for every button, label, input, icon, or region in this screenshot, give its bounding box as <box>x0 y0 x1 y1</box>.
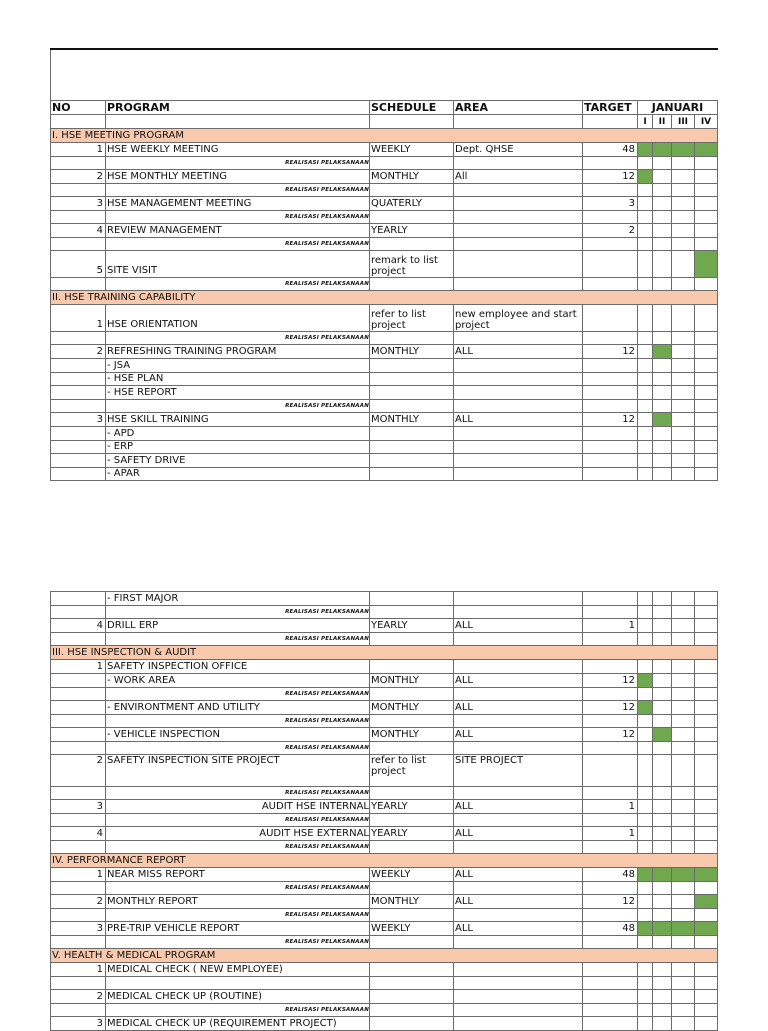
row-no: 4 <box>51 827 106 841</box>
row-schedule: MONTHLY <box>370 728 454 742</box>
row-target: 48 <box>583 868 638 882</box>
row-target: 12 <box>583 895 638 909</box>
row-schedule: MONTHLY <box>370 412 454 426</box>
table-row <box>51 728 718 742</box>
row-program: MEDICAL CHECK UP (ROUTINE) <box>106 990 370 1004</box>
row-target <box>583 755 638 787</box>
row-target: 12 <box>583 344 638 358</box>
realisasi-row <box>51 331 718 344</box>
row-schedule: WEEKLY <box>370 922 454 936</box>
table-row <box>51 412 718 426</box>
row-no: 1 <box>51 868 106 882</box>
realisasi-row <box>51 882 718 895</box>
row-area: ALL <box>454 412 583 426</box>
row-no: 3 <box>51 196 106 210</box>
realisasi-row <box>51 936 718 949</box>
table-row <box>51 619 718 633</box>
row-area: All <box>454 169 583 183</box>
header-program: PROGRAM <box>106 100 370 114</box>
list-item <box>51 426 718 440</box>
row-schedule: refer to list project <box>370 755 454 787</box>
sub-item: - HSE REPORT <box>106 385 370 399</box>
row-program: REFRESHING TRAINING PROGRAM <box>106 344 370 358</box>
row-no: 1 <box>51 963 106 977</box>
header-week-2: II <box>653 114 672 128</box>
row-no: 3 <box>51 1017 106 1031</box>
header-weeks-row <box>51 114 718 128</box>
row-target: 3 <box>583 196 638 210</box>
week-cell-done <box>638 701 653 715</box>
realisasi-row <box>51 210 718 223</box>
row-program: AUDIT HSE EXTERNAL <box>106 827 370 841</box>
row-schedule: WEEKLY <box>370 142 454 156</box>
realisasi-row <box>51 237 718 250</box>
section-title: IV. PERFORMANCE REPORT <box>51 854 718 868</box>
week-cell-done <box>653 922 672 936</box>
sub-item: - FIRST MAJOR <box>106 592 370 606</box>
header-no: NO <box>51 100 106 114</box>
header-week-1: I <box>638 114 653 128</box>
list-item <box>51 453 718 467</box>
realisasi-label: REALISASI PELAKSANAAN <box>106 606 370 619</box>
table-row <box>51 674 718 688</box>
realisasi-label: REALISASI PELAKSANAAN <box>106 210 370 223</box>
sub-item: - HSE PLAN <box>106 372 370 385</box>
table-row <box>51 304 718 331</box>
section-row <box>51 646 718 660</box>
row-area <box>454 250 583 277</box>
sub-item: - APD <box>106 426 370 440</box>
row-schedule: MONTHLY <box>370 344 454 358</box>
row-program: SAFETY INSPECTION OFFICE <box>106 660 370 674</box>
row-program: - WORK AREA <box>106 674 370 688</box>
row-program: SAFETY INSPECTION SITE PROJECT <box>106 755 370 787</box>
sub-item: - SAFETY DRIVE <box>106 453 370 467</box>
header-row <box>51 100 718 114</box>
row-schedule: YEARLY <box>370 800 454 814</box>
row-program: MEDICAL CHECK ( NEW EMPLOYEE) <box>106 963 370 977</box>
realisasi-label: REALISASI PELAKSANAAN <box>106 1004 370 1017</box>
week-cell-done <box>638 922 653 936</box>
table-row <box>51 963 718 977</box>
sub-item: - JSA <box>106 358 370 372</box>
table-row <box>51 868 718 882</box>
week-cell-done <box>653 728 672 742</box>
realisasi-label: REALISASI PELAKSANAAN <box>106 841 370 854</box>
realisasi-label: REALISASI PELAKSANAAN <box>106 183 370 196</box>
header-month: JANUARI <box>638 100 718 114</box>
row-target: 1 <box>583 800 638 814</box>
week-cell-done <box>695 142 718 156</box>
table-row <box>51 990 718 1004</box>
week-cell-done <box>695 895 718 909</box>
realisasi-row <box>51 1004 718 1017</box>
row-no: 2 <box>51 755 106 787</box>
table-row <box>51 800 718 814</box>
realisasi-label: REALISASI PELAKSANAAN <box>106 156 370 169</box>
row-area: ALL <box>454 619 583 633</box>
row-no: 1 <box>51 142 106 156</box>
hse-program-table-page-2 <box>50 591 718 1031</box>
realisasi-row <box>51 814 718 827</box>
row-target: 1 <box>583 619 638 633</box>
row-area: ALL <box>454 344 583 358</box>
row-schedule: MONTHLY <box>370 169 454 183</box>
row-program: SITE VISIT <box>106 250 370 277</box>
realisasi-label: REALISASI PELAKSANAAN <box>106 688 370 701</box>
header-schedule: SCHEDULE <box>370 100 454 114</box>
row-target <box>583 304 638 331</box>
week-cell-done <box>638 169 653 183</box>
week-cell-done <box>695 868 718 882</box>
row-schedule: remark to list project <box>370 250 454 277</box>
row-area: ALL <box>454 868 583 882</box>
realisasi-row <box>51 156 718 169</box>
row-target: 12 <box>583 728 638 742</box>
table-row <box>51 169 718 183</box>
row-program: HSE MONTHLY MEETING <box>106 169 370 183</box>
list-item <box>51 372 718 385</box>
sub-item: - APAR <box>106 467 370 480</box>
section-title: V. HEALTH & MEDICAL PROGRAM <box>51 949 718 963</box>
table-row <box>51 922 718 936</box>
realisasi-label: REALISASI PELAKSANAAN <box>106 633 370 646</box>
row-no: 2 <box>51 895 106 909</box>
realisasi-row <box>51 399 718 412</box>
row-area: new employee and start project <box>454 304 583 331</box>
row-no: 4 <box>51 223 106 237</box>
row-area <box>454 196 583 210</box>
realisasi-label: REALISASI PELAKSANAAN <box>106 399 370 412</box>
row-target: 12 <box>583 701 638 715</box>
row-schedule: YEARLY <box>370 827 454 841</box>
row-no: 2 <box>51 344 106 358</box>
week-cell-done <box>695 922 718 936</box>
table-row <box>51 701 718 715</box>
row-program: PRE-TRIP VEHICLE REPORT <box>106 922 370 936</box>
week-cell-done <box>672 922 695 936</box>
row-schedule: YEARLY <box>370 619 454 633</box>
row-area: ALL <box>454 701 583 715</box>
realisasi-label: REALISASI PELAKSANAAN <box>106 277 370 290</box>
week-cell-done <box>653 868 672 882</box>
row-area: ALL <box>454 674 583 688</box>
row-program: MEDICAL CHECK UP (REQUIREMENT PROJECT) <box>106 1017 370 1031</box>
row-program: REVIEW MANAGEMENT <box>106 223 370 237</box>
row-target <box>583 250 638 277</box>
list-item <box>51 467 718 480</box>
realisasi-label: REALISASI PELAKSANAAN <box>106 814 370 827</box>
section-row <box>51 128 718 142</box>
realisasi-row <box>51 606 718 619</box>
realisasi-row <box>51 277 718 290</box>
row-target: 48 <box>583 142 638 156</box>
table-row <box>51 142 718 156</box>
row-area <box>454 223 583 237</box>
realisasi-label: REALISASI PELAKSANAAN <box>106 882 370 895</box>
row-schedule: MONTHLY <box>370 701 454 715</box>
header-area: AREA <box>454 100 583 114</box>
row-target: 12 <box>583 674 638 688</box>
week-cell-done <box>672 142 695 156</box>
title-block <box>51 49 718 100</box>
week-cell-done <box>653 412 672 426</box>
row-program: AUDIT HSE INTERNAL <box>106 800 370 814</box>
row-no: 1 <box>51 304 106 331</box>
row-schedule: WEEKLY <box>370 868 454 882</box>
week-cell-done <box>638 142 653 156</box>
section-row <box>51 290 718 304</box>
realisasi-label: REALISASI PELAKSANAAN <box>106 936 370 949</box>
row-schedule: MONTHLY <box>370 674 454 688</box>
table-row <box>51 827 718 841</box>
list-item <box>51 592 718 606</box>
row-area: ALL <box>454 800 583 814</box>
row-area: ALL <box>454 728 583 742</box>
row-program: NEAR MISS REPORT <box>106 868 370 882</box>
row-no: 5 <box>51 250 106 277</box>
row-no: 2 <box>51 990 106 1004</box>
realisasi-row <box>51 787 718 800</box>
list-item <box>51 358 718 372</box>
section-title: III. HSE INSPECTION & AUDIT <box>51 646 718 660</box>
header-target: TARGET <box>583 100 638 114</box>
header-week-3: III <box>672 114 695 128</box>
week-cell-done <box>672 868 695 882</box>
row-program: - ENVIRONTMENT AND UTILITY <box>106 701 370 715</box>
row-area: ALL <box>454 895 583 909</box>
realisasi-row <box>51 841 718 854</box>
realisasi-row <box>51 715 718 728</box>
hse-program-table-page-1 <box>50 48 718 481</box>
row-no: 2 <box>51 169 106 183</box>
table-row <box>51 223 718 237</box>
realisasi-row <box>51 183 718 196</box>
realisasi-label: REALISASI PELAKSANAAN <box>106 237 370 250</box>
row-program: MONTHLY REPORT <box>106 895 370 909</box>
row-schedule: MONTHLY <box>370 895 454 909</box>
row-no: 3 <box>51 922 106 936</box>
realisasi-row <box>51 909 718 922</box>
row-target: 12 <box>583 169 638 183</box>
table-row <box>51 755 718 787</box>
realisasi-row <box>51 633 718 646</box>
table-row <box>51 895 718 909</box>
row-target: 1 <box>583 827 638 841</box>
table-row <box>51 196 718 210</box>
section-title: II. HSE TRAINING CAPABILITY <box>51 290 718 304</box>
table-row <box>51 250 718 277</box>
row-area: SITE PROJECT <box>454 755 583 787</box>
week-cell-done <box>653 142 672 156</box>
row-program: HSE WEEKLY MEETING <box>106 142 370 156</box>
realisasi-label: REALISASI PELAKSANAAN <box>106 742 370 755</box>
title-row <box>51 49 718 100</box>
row-area: ALL <box>454 922 583 936</box>
week-cell-done <box>653 344 672 358</box>
week-cell-done <box>695 250 718 277</box>
section-title: I. HSE MEETING PROGRAM <box>51 128 718 142</box>
realisasi-label: REALISASI PELAKSANAAN <box>106 909 370 922</box>
row-no: 3 <box>51 800 106 814</box>
week-cell-done <box>638 674 653 688</box>
row-no: 1 <box>51 660 106 674</box>
row-program: HSE MANAGEMENT MEETING <box>106 196 370 210</box>
row-area: Dept. QHSE <box>454 142 583 156</box>
realisasi-label: REALISASI PELAKSANAAN <box>106 715 370 728</box>
realisasi-label: REALISASI PELAKSANAAN <box>106 787 370 800</box>
row-program: HSE SKILL TRAINING <box>106 412 370 426</box>
row-program: DRILL ERP <box>106 619 370 633</box>
realisasi-label: REALISASI PELAKSANAAN <box>106 331 370 344</box>
list-item <box>51 385 718 399</box>
realisasi-row <box>51 688 718 701</box>
header-week-4: IV <box>695 114 718 128</box>
week-cell-done <box>638 868 653 882</box>
realisasi-row <box>51 742 718 755</box>
table-row <box>51 977 718 990</box>
row-target: 2 <box>583 223 638 237</box>
row-no: 4 <box>51 619 106 633</box>
table-row <box>51 344 718 358</box>
section-row <box>51 854 718 868</box>
row-no: 3 <box>51 412 106 426</box>
row-program: HSE ORIENTATION <box>106 304 370 331</box>
row-schedule: refer to list project <box>370 304 454 331</box>
sub-item: - ERP <box>106 440 370 453</box>
row-target: 12 <box>583 412 638 426</box>
row-schedule: YEARLY <box>370 223 454 237</box>
row-program: - VEHICLE INSPECTION <box>106 728 370 742</box>
list-item <box>51 440 718 453</box>
row-schedule: QUATERLY <box>370 196 454 210</box>
row-area: ALL <box>454 827 583 841</box>
row-target: 48 <box>583 922 638 936</box>
section-row <box>51 949 718 963</box>
table-row <box>51 660 718 674</box>
